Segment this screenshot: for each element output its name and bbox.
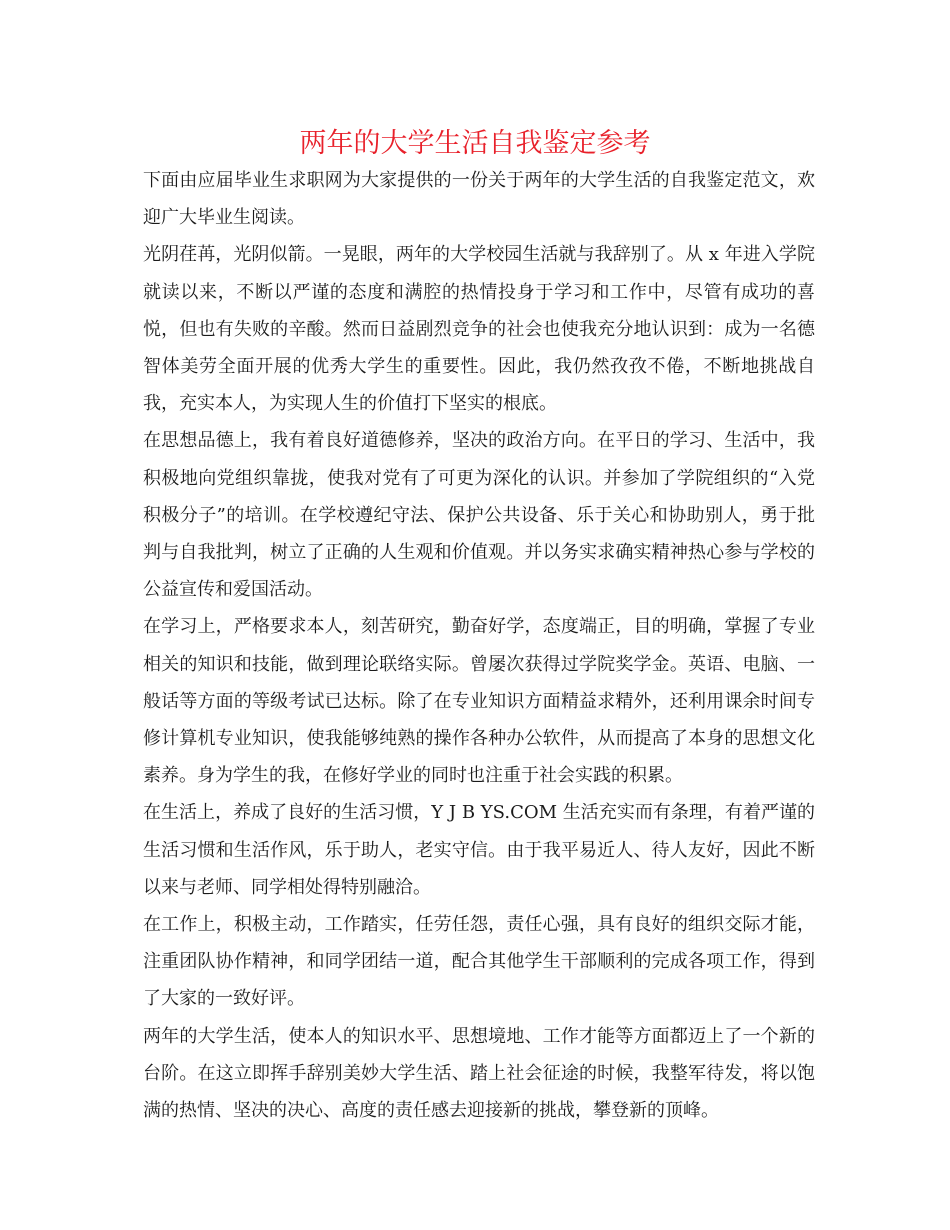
paragraph-intro: 下面由应届毕业生求职网为大家提供的一份关于两年的大学生活的自我鉴定范文，欢迎广大毕业生阅读。 [143,170,815,229]
paragraph-work: 在工作上，积极主动，工作踏实，任劳任怨，责任心强，具有良好的组织交际才能，注重团队协作精神，和同学团结一道，配合其他学生干部顺利的完成各项工作，得到了大家的一致好评。 [143,914,815,1010]
document-body [143,162,815,1129]
document-title: 两年的大学生活自我鉴定参考 [299,128,651,159]
paragraph-conclusion: 两年的大学生活，使本人的知识水平、思想境地、工作才能等方面都迈上了一个新的台阶。在这立即挥手辞别美妙大学生活、踏上社会征途的时候，我整军待发，将以饱满的热情、坚决的决心、高度的责任感去迎接新的挑战，攀登新的顶峰。 [143,1025,815,1122]
paragraph-life: 在生活上，养成了良好的生活习惯，Y J B YS.COM 生活充实而有条理，有着严谨的生活习惯和生活作风，乐于助人，老实守信。由于我平易近人、待人友好，因此不断以来与老师、同学相处得特别融洽。 [143,802,815,898]
paragraph-study: 在学习上，严格要求本人，刻苦研究，勤奋好学，态度端正，目的明确，掌握了专业相关的知识和技能，做到理论联络实际。曾屡次获得过学院奖学金。英语、电脑、一般话等方面的等级考试已达标。除了在专业知识方面精益求精外，还利用课余时间专修计算机专业知识，使我能够纯熟的操作各种办公软件，从而提高了本身的思想文化素养。身为学生的我，在修好学业的同时也注重于社会实践的积累。 [143,616,815,787]
paragraph-morality: 在思想品德上，我有着良好道德修养，坚决的政治方向。在平日的学习、生活中，我积极地向党组织靠拢，使我对党有了可更为深化的认识。并参加了学院组织的“入党积极分子”的培训。在学校遵纪守法、保护公共设备、乐于关心和协助别人，勇于批判与自我批判，树立了正确的人生观和价值观。并以务实求确实精神热心参与学校的公益宣传和爱国活动。 [143,430,815,601]
paragraph-overview: 光阴荏苒，光阴似箭。一晃眼，两年的大学校园生活就与我辞别了。从 x 年进入学院就读以来，不断以严谨的态度和满腔的热情投身于学习和工作中，尽管有成功的喜悦，但也有失败的辛酸。然而日益剧烈竞争的社会也使我充分地认识到：成为一名德智体美劳全面开展的优秀大学生的重要性。因此，我仍然孜孜不倦，不断地挑战自我，充实本人，为实现人生的价值打下坚实的根底。 [143,244,815,415]
